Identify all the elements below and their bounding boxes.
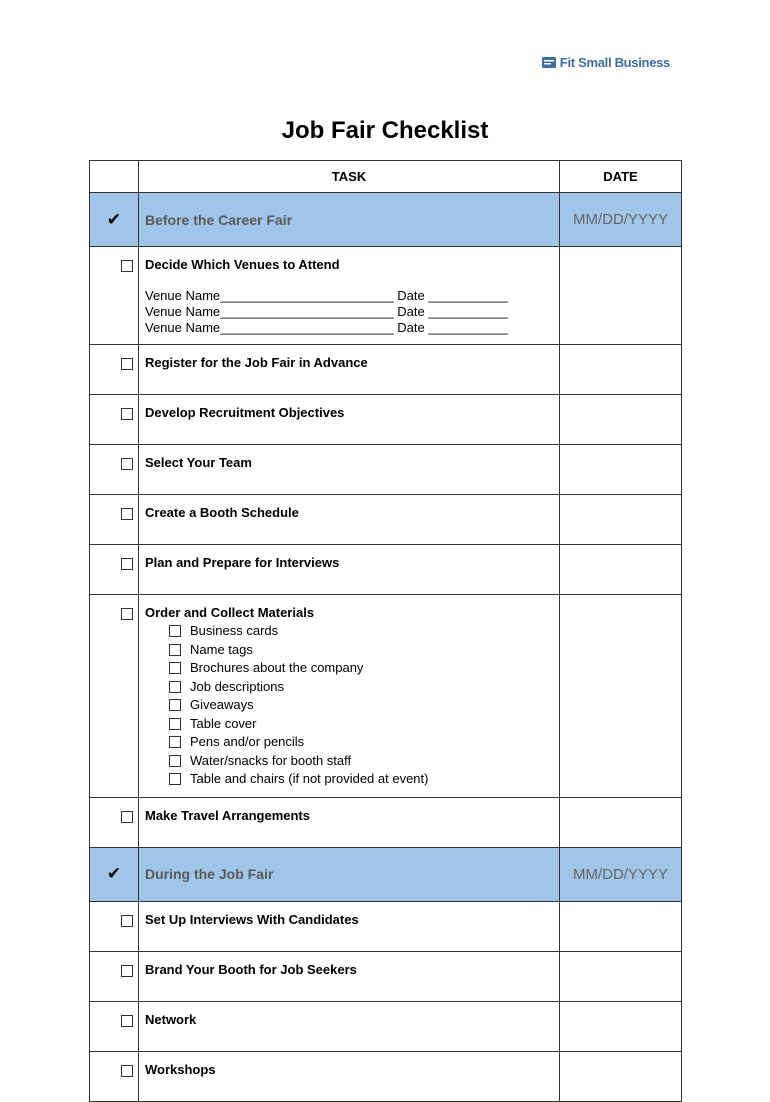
task-checkbox[interactable]	[121, 608, 133, 620]
task-row	[90, 495, 682, 545]
list-item: Business cards	[145, 622, 553, 641]
brand-logo	[542, 55, 670, 70]
task-row	[90, 1001, 682, 1051]
item-checkbox[interactable]	[169, 644, 181, 656]
task-checkbox[interactable]	[121, 915, 133, 927]
checkmark-icon: ✔	[90, 193, 139, 247]
section-row	[90, 847, 682, 901]
venue-line[interactable]: Venue Name________________________ Date ___________	[145, 304, 508, 319]
task-label: Network	[139, 1001, 560, 1051]
venue-list	[145, 288, 553, 336]
list-item: Job descriptions	[145, 678, 553, 697]
section-row	[90, 193, 682, 247]
list-item: Table cover	[145, 715, 553, 734]
task-row	[90, 545, 682, 595]
task-label: Plan and Prepare for Interviews	[139, 545, 560, 595]
task-row	[90, 595, 682, 798]
logo-icon	[542, 57, 556, 68]
task-date-cell[interactable]	[560, 595, 682, 798]
header-task: TASK	[139, 161, 560, 193]
venue-line[interactable]: Venue Name________________________ Date ___________	[145, 320, 508, 335]
task-row	[90, 395, 682, 445]
task-date-cell[interactable]	[560, 495, 682, 545]
section-title: Before the Career Fair	[139, 193, 560, 247]
header-row	[90, 161, 682, 193]
task-row	[90, 951, 682, 1001]
list-item: Water/snacks for booth staff	[145, 752, 553, 771]
task-row	[90, 797, 682, 847]
task-checkbox[interactable]	[121, 358, 133, 370]
task-date-cell[interactable]	[560, 1001, 682, 1051]
task-date-cell[interactable]	[560, 545, 682, 595]
task-row	[90, 345, 682, 395]
task-row	[90, 901, 682, 951]
item-checkbox[interactable]	[169, 755, 181, 767]
task-label: Decide Which Venues to Attend	[145, 257, 340, 272]
list-item: Pens and/or pencils	[145, 733, 553, 752]
task-checkbox[interactable]	[121, 260, 133, 272]
task-checkbox[interactable]	[121, 1065, 133, 1077]
list-item: Name tags	[145, 641, 553, 660]
item-checkbox[interactable]	[169, 736, 181, 748]
logo-text: Fit Small Business	[559, 55, 670, 70]
task-date-cell[interactable]	[560, 247, 682, 345]
item-checkbox[interactable]	[169, 681, 181, 693]
page-title: Job Fair Checklist	[281, 117, 489, 144]
item-checkbox[interactable]	[169, 699, 181, 711]
task-date-cell[interactable]	[560, 345, 682, 395]
task-checkbox[interactable]	[121, 558, 133, 570]
task-date-cell[interactable]	[560, 901, 682, 951]
task-checkbox[interactable]	[121, 458, 133, 470]
list-item: Table and chairs (if not provided at event)	[145, 770, 553, 789]
task-label: Order and Collect Materials	[145, 605, 315, 620]
task-date-cell[interactable]	[560, 445, 682, 495]
task-date-cell[interactable]	[560, 1051, 682, 1101]
item-checkbox[interactable]	[169, 773, 181, 785]
list-item: Giveaways	[145, 696, 553, 715]
task-label: Set Up Interviews With Candidates	[139, 901, 560, 951]
date-field[interactable]: MM/DD/YYYY	[560, 847, 682, 901]
checklist-table	[89, 160, 682, 1102]
task-row	[90, 445, 682, 495]
task-label: Workshops	[139, 1051, 560, 1101]
task-date-cell[interactable]	[560, 951, 682, 1001]
task-row	[90, 247, 682, 345]
task-checkbox[interactable]	[121, 408, 133, 420]
header-date: DATE	[560, 161, 682, 193]
task-checkbox[interactable]	[121, 508, 133, 520]
item-checkbox[interactable]	[169, 718, 181, 730]
task-checkbox[interactable]	[121, 811, 133, 823]
task-checkbox[interactable]	[121, 965, 133, 977]
task-label: Register for the Job Fair in Advance	[139, 345, 560, 395]
date-field[interactable]: MM/DD/YYYY	[560, 193, 682, 247]
task-row	[90, 1051, 682, 1101]
task-label: Brand Your Booth for Job Seekers	[139, 951, 560, 1001]
task-label: Develop Recruitment Objectives	[139, 395, 560, 445]
item-checkbox[interactable]	[169, 662, 181, 674]
header-check-cell	[90, 161, 139, 193]
item-checkbox[interactable]	[169, 625, 181, 637]
materials-list	[145, 622, 553, 789]
list-item: Brochures about the company	[145, 659, 553, 678]
task-label: Select Your Team	[139, 445, 560, 495]
task-checkbox[interactable]	[121, 1015, 133, 1027]
task-label: Create a Booth Schedule	[139, 495, 560, 545]
task-date-cell[interactable]	[560, 797, 682, 847]
task-date-cell[interactable]	[560, 395, 682, 445]
section-title: During the Job Fair	[139, 847, 560, 901]
checkmark-icon: ✔	[90, 847, 139, 901]
venue-line[interactable]: Venue Name________________________ Date ___________	[145, 288, 508, 303]
task-label: Make Travel Arrangements	[139, 797, 560, 847]
